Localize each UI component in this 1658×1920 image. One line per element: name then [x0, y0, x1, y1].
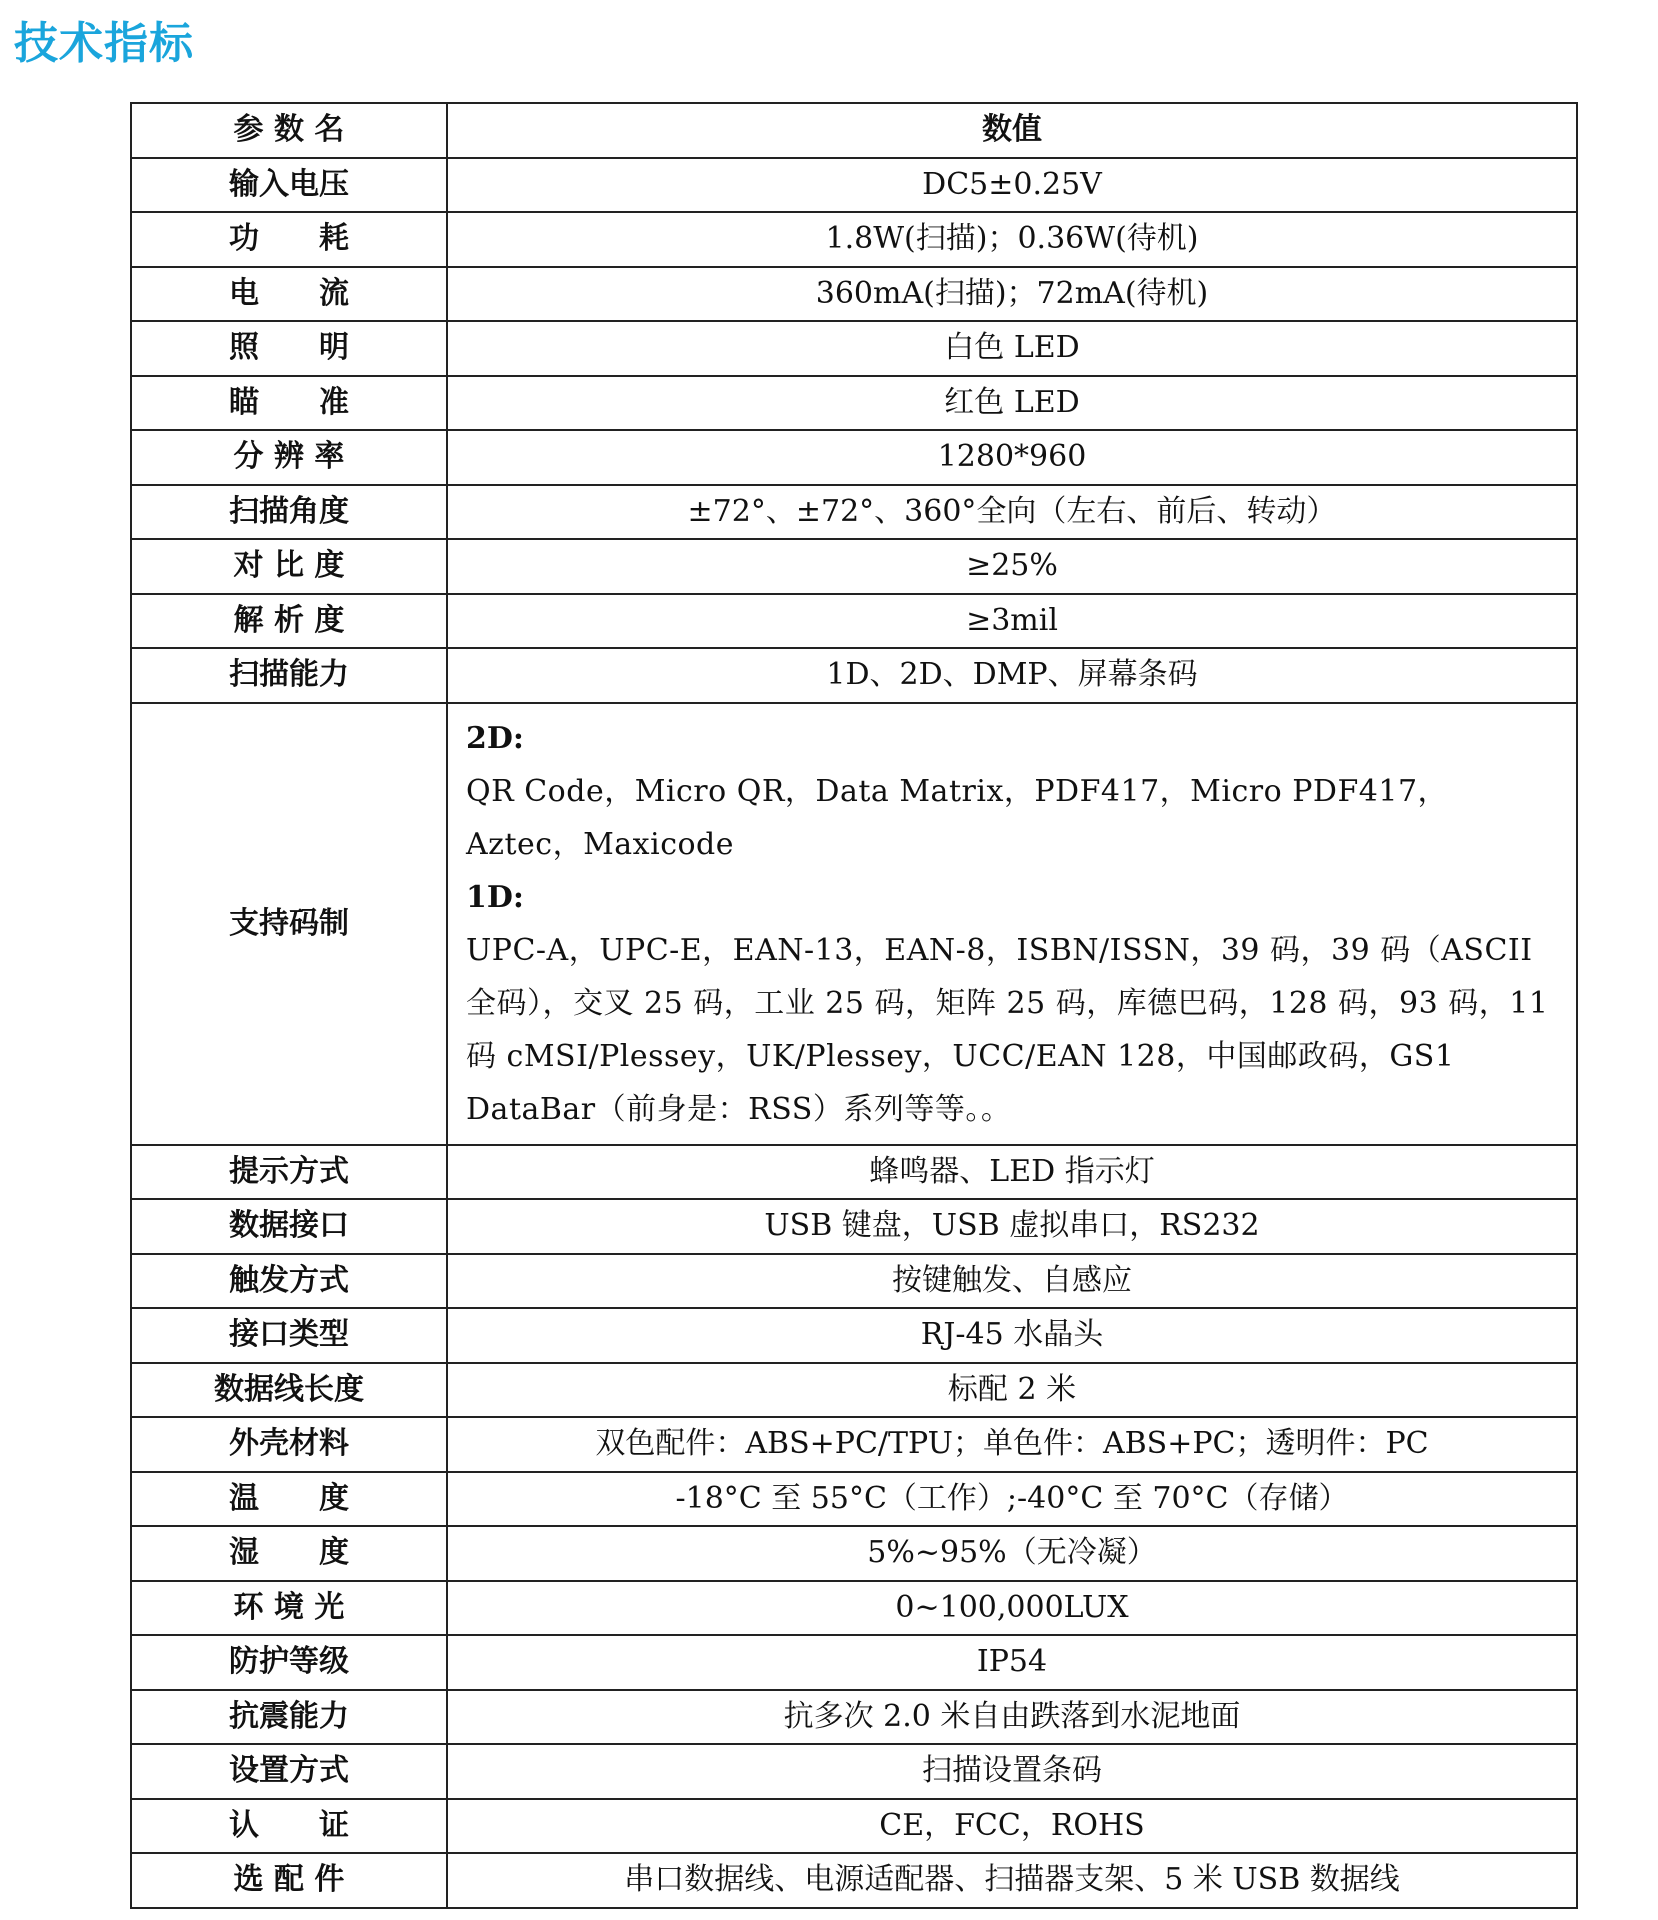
- symbologies-value: [447, 703, 1577, 1145]
- param-name: 对 比 度: [131, 539, 447, 594]
- param-name: 照 明: [131, 321, 447, 376]
- param-name: 选 配 件: [131, 1853, 447, 1908]
- table-header-row: [131, 103, 1577, 158]
- symbology-2d-list: QR Code，Micro QR，Data Matrix，PDF417，Micro PDF417， Aztec，Maxicode: [466, 773, 1449, 862]
- table-row: [131, 1472, 1577, 1527]
- table-row: [131, 1581, 1577, 1636]
- param-name: 数据接口: [131, 1199, 447, 1254]
- param-value: ≥3mil: [447, 594, 1577, 649]
- param-value: 标配 2 米: [447, 1363, 1577, 1418]
- param-name: 瞄 准: [131, 376, 447, 431]
- param-name: 支持码制: [131, 703, 447, 1145]
- param-name: 分 辨 率: [131, 430, 447, 485]
- param-value: ±72°、±72°、360°全向（左右、前后、转动）: [447, 485, 1577, 540]
- table-row: [131, 158, 1577, 213]
- param-value: 1.8W(扫描)；0.36W(待机): [447, 212, 1577, 267]
- param-value: ≥25%: [447, 539, 1577, 594]
- param-value: 5%~95%（无冷凝）: [447, 1526, 1577, 1581]
- table-row: [131, 485, 1577, 540]
- table-row: [131, 212, 1577, 267]
- param-name: 接口类型: [131, 1308, 447, 1363]
- table-row: [131, 1254, 1577, 1309]
- param-value: 扫描设置条码: [447, 1744, 1577, 1799]
- table-row: [131, 648, 1577, 703]
- param-name: 认 证: [131, 1799, 447, 1854]
- param-name: 扫描角度: [131, 485, 447, 540]
- param-name: 提示方式: [131, 1145, 447, 1200]
- table-row-symbologies: [131, 703, 1577, 1145]
- symbology-1d-heading: 1D:: [466, 879, 524, 915]
- table-row: [131, 1308, 1577, 1363]
- table-row: [131, 321, 1577, 376]
- table-row: [131, 1635, 1577, 1690]
- param-name: 环 境 光: [131, 1581, 447, 1636]
- table-row: [131, 1799, 1577, 1854]
- param-value: 1D、2D、DMP、屏幕条码: [447, 648, 1577, 703]
- table-row: [131, 1145, 1577, 1200]
- table-row: [131, 1526, 1577, 1581]
- table-row: [131, 539, 1577, 594]
- symbology-1d-list: UPC-A，UPC-E，EAN-13，EAN-8，ISBN/ISSN，39 码，39 码（ASCII 全码），交叉 25 码，工业 25 码，矩阵 25 码，库德巴码，128 码，93 码，11 码 cMSI/Plessey，UK/Plessey，UCC/EAN 128，中国邮政码，GS1 DataBar（前身是：RSS）系列等等。。: [466, 932, 1549, 1127]
- param-value: 按键触发、自感应: [447, 1254, 1577, 1309]
- param-value: 1280*960: [447, 430, 1577, 485]
- param-name: 温 度: [131, 1472, 447, 1527]
- param-name: 触发方式: [131, 1254, 447, 1309]
- table-row: [131, 430, 1577, 485]
- table-row: [131, 376, 1577, 431]
- param-name: 数据线长度: [131, 1363, 447, 1418]
- param-value: USB 键盘，USB 虚拟串口，RS232: [447, 1199, 1577, 1254]
- page-title: 技术指标: [14, 18, 194, 69]
- param-value: CE，FCC，ROHS: [447, 1799, 1577, 1854]
- param-value: 双色配件：ABS+PC/TPU；单色件：ABS+PC；透明件：PC: [447, 1417, 1577, 1472]
- table-row: [131, 1417, 1577, 1472]
- param-name: 设置方式: [131, 1744, 447, 1799]
- param-name: 抗震能力: [131, 1690, 447, 1745]
- table-row: [131, 1690, 1577, 1745]
- param-name: 解 析 度: [131, 594, 447, 649]
- param-value: 串口数据线、电源适配器、扫描器支架、5 米 USB 数据线: [447, 1853, 1577, 1908]
- param-value: RJ-45 水晶头: [447, 1308, 1577, 1363]
- table-row: [131, 1363, 1577, 1418]
- param-value: DC5±0.25V: [447, 158, 1577, 213]
- param-value: 抗多次 2.0 米自由跌落到水泥地面: [447, 1690, 1577, 1745]
- param-name: 湿 度: [131, 1526, 447, 1581]
- param-value: 蜂鸣器、LED 指示灯: [447, 1145, 1577, 1200]
- param-name: 电 流: [131, 267, 447, 322]
- table-row: [131, 1744, 1577, 1799]
- param-value: 白色 LED: [447, 321, 1577, 376]
- param-name: 功 耗: [131, 212, 447, 267]
- table-row: [131, 1199, 1577, 1254]
- param-value: -18°C 至 55°C（工作）;-40°C 至 70°C（存储）: [447, 1472, 1577, 1527]
- param-value: IP54: [447, 1635, 1577, 1690]
- header-param-name: 参 数 名: [131, 103, 447, 158]
- table-row: [131, 594, 1577, 649]
- param-value: 360mA(扫描)；72mA(待机): [447, 267, 1577, 322]
- param-name: 防护等级: [131, 1635, 447, 1690]
- header-value: 数值: [447, 103, 1577, 158]
- table-row: [131, 267, 1577, 322]
- param-name: 输入电压: [131, 158, 447, 213]
- param-value: 红色 LED: [447, 376, 1577, 431]
- param-value: 0~100,000LUX: [447, 1581, 1577, 1636]
- param-name: 外壳材料: [131, 1417, 447, 1472]
- table-row: [131, 1853, 1577, 1908]
- symbology-2d-heading: 2D:: [466, 720, 524, 756]
- param-name: 扫描能力: [131, 648, 447, 703]
- spec-table: [130, 102, 1578, 1909]
